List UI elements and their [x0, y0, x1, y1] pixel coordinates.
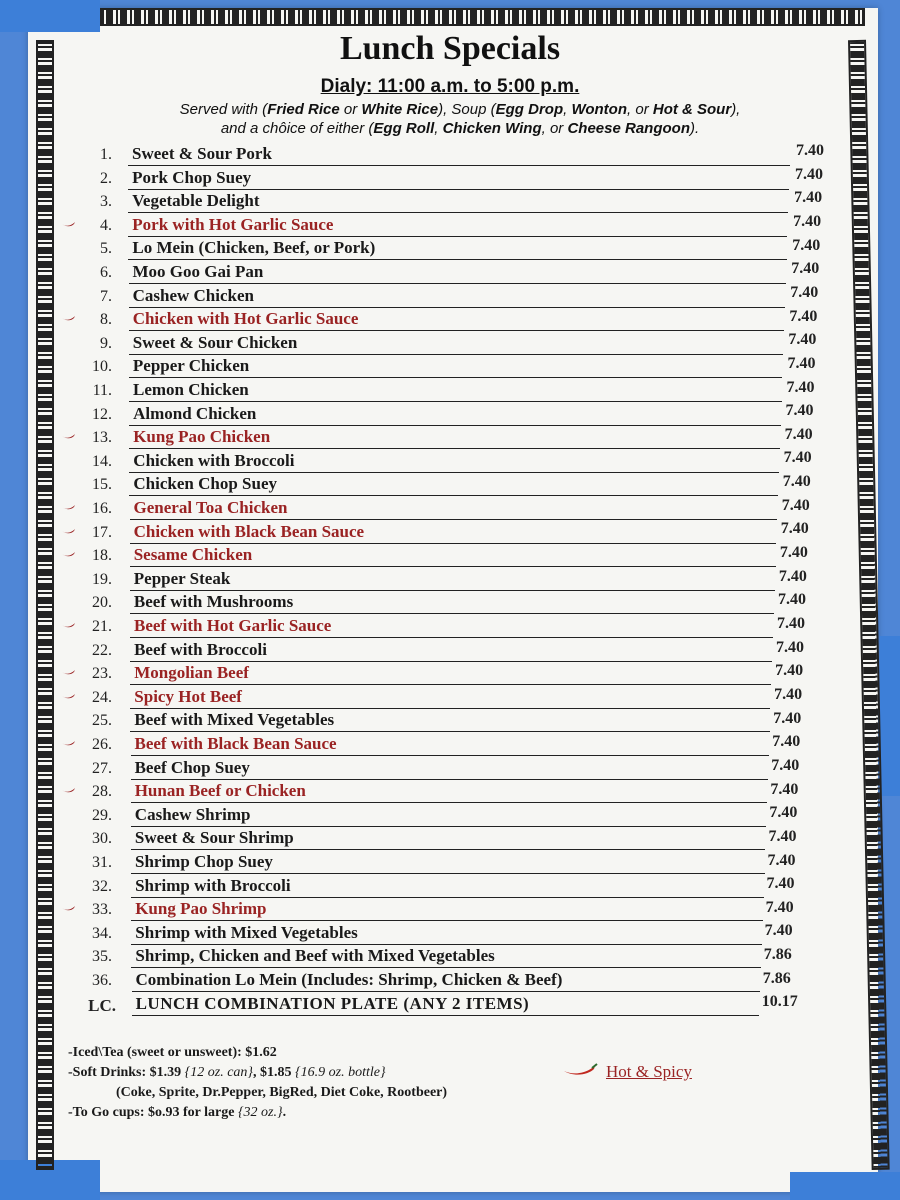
item-number: 12.	[92, 405, 112, 423]
tape-top-left	[0, 0, 100, 32]
item-number: 29.	[92, 806, 112, 824]
item-name: Spicy Hot Beef	[134, 686, 242, 706]
item-price: 7.40	[773, 709, 802, 727]
item-number: 28.	[92, 783, 112, 801]
item-name: Lo Mein (Chicken, Beef, or Pork)	[132, 238, 376, 258]
item-number: 30.	[92, 830, 112, 848]
menu-item-row	[0, 307, 900, 331]
item-number: 36.	[92, 972, 112, 989]
item-price: 7.40	[769, 804, 798, 822]
item-price: 7.40	[775, 662, 804, 680]
item-price: 7.40	[764, 922, 793, 940]
menu-item-row	[0, 236, 900, 260]
item-number: 24.	[92, 688, 112, 706]
item-price: 7.40	[793, 212, 822, 230]
hours-text: Dialy: 11:00 a.m. to 5:00 p.m.	[320, 76, 580, 97]
menu-item-row	[0, 166, 900, 190]
item-price: 7.40	[789, 307, 818, 325]
item-price: 7.40	[790, 283, 819, 301]
item-price: 7.86	[763, 946, 792, 964]
item-number: 5.	[100, 240, 112, 258]
iced-tea-line: -Iced\Tea (sweet or unsweet): $1.62	[68, 1045, 277, 1060]
item-price: 7.40	[768, 827, 797, 845]
item-name: Sesame Chicken	[133, 545, 253, 565]
item-number: 3.	[100, 193, 112, 211]
menu-item-row	[0, 213, 900, 237]
item-name: Beef Chop Suey	[134, 757, 250, 777]
item-number: 27.	[92, 759, 112, 777]
item-name: Beef with Mushrooms	[133, 592, 294, 612]
item-number: 25.	[92, 712, 112, 730]
item-name: Sweet & Sour Chicken	[132, 332, 298, 352]
item-name: Shrimp with Mixed Vegetables	[135, 922, 358, 942]
item-name: Almond Chicken	[133, 403, 257, 423]
item-price: 7.40	[794, 189, 823, 207]
legend-label: Hot & Spicy	[606, 1062, 692, 1081]
menu-item-row	[0, 756, 900, 780]
menu-item-row	[0, 732, 900, 756]
tape-bottom-right	[790, 1172, 900, 1200]
menu-item-row	[0, 142, 900, 166]
menu-item-row	[0, 189, 900, 213]
item-price: 7.40	[774, 685, 803, 703]
item-number: 14.	[92, 452, 112, 470]
menu-item-row	[0, 992, 900, 1016]
item-name: Beef with Black Bean Sauce	[134, 734, 337, 753]
menu-item-row	[0, 402, 900, 426]
item-number: 8.	[100, 311, 112, 329]
item-price: 7.40	[782, 473, 811, 491]
item-name: Vegetable Delight	[132, 191, 260, 211]
to-go-cups-line: -To Go cups: $o.93 for large {32 oz.}.	[68, 1105, 287, 1120]
menu-item-row	[0, 449, 900, 473]
item-price: 7.40	[784, 425, 813, 443]
menu-item-row	[0, 661, 900, 685]
item-name: Mongolian Beef	[134, 663, 249, 683]
item-number: 20.	[92, 594, 112, 612]
item-number: 31.	[92, 854, 112, 871]
menu-item-row	[0, 354, 900, 378]
item-price: 7.40	[770, 780, 799, 798]
item-price: 7.40	[777, 591, 806, 609]
menu-item-row	[0, 826, 900, 850]
menu-item-row	[0, 803, 900, 827]
menu-item-row	[0, 968, 900, 992]
item-name: Cashew Shrimp	[134, 804, 251, 824]
item-name: Pork with Hot Garlic Sauce	[132, 214, 334, 234]
item-number: 23.	[92, 665, 112, 683]
item-name: Chicken with Black Bean Sauce	[133, 521, 365, 541]
item-number: 18.	[92, 547, 112, 565]
served-with-text: Served with (Fried Rice or White Rice), Soup (Egg Drop, Wonton, or Hot & Sour), and a chôice of either (Egg Roll, Chicken Wing, or Cheese Rangoon).	[179, 101, 741, 137]
menu-item-row	[0, 260, 900, 284]
item-price: 7.40	[777, 615, 805, 632]
item-price: 7.40	[779, 544, 808, 562]
menu-item-row	[0, 779, 900, 803]
item-number: 17.	[92, 523, 112, 541]
menu-item-row	[0, 685, 900, 709]
menu-item-row	[0, 921, 900, 945]
item-price: 7.40	[783, 449, 812, 467]
item-name: Kung Pao Shrimp	[135, 899, 267, 919]
item-name: Beef with Mixed Vegetables	[134, 710, 335, 730]
item-number: 34.	[92, 924, 112, 942]
item-number: 6.	[100, 264, 112, 281]
menu-item-row	[0, 496, 900, 520]
item-number: 32.	[92, 877, 112, 895]
menu-item-row	[0, 520, 900, 544]
item-name: Chicken Chop Suey	[133, 474, 277, 494]
item-number: LC.	[88, 995, 116, 1015]
greek-key-border-top	[100, 8, 865, 26]
item-number: 10.	[92, 358, 112, 376]
menu-item-row	[0, 284, 900, 308]
item-name: Cashew Chicken	[132, 285, 254, 305]
item-number: 26.	[92, 736, 112, 753]
item-price: 7.40	[780, 520, 809, 538]
item-price: 7.40	[795, 165, 824, 183]
item-name: Sweet & Sour Shrimp	[134, 828, 294, 848]
item-name: Pepper Chicken	[132, 356, 250, 376]
item-price: 7.40	[785, 402, 814, 420]
item-number: 7.	[100, 287, 112, 305]
item-underline	[132, 1015, 760, 1016]
item-number: 19.	[92, 570, 112, 588]
item-price: 10.17	[761, 993, 798, 1011]
menu-item-row	[0, 543, 900, 567]
item-name: Beef with Hot Garlic Sauce	[134, 616, 332, 635]
item-number: 2.	[100, 169, 112, 187]
item-price: 7.40	[786, 378, 815, 396]
item-number: 22.	[92, 641, 112, 659]
menu-item-row	[0, 638, 900, 662]
item-name: Combination Lo Mein (Includes: Shrimp, Chicken & Beef)	[135, 970, 563, 989]
item-price: 7.40	[772, 733, 801, 751]
menu-title: Lunch Specials	[339, 30, 561, 67]
menu-item-row	[0, 378, 900, 402]
item-price: 7.40	[765, 898, 794, 916]
item-name: Pepper Steak	[133, 568, 231, 588]
item-number: 4.	[100, 216, 112, 234]
item-number: 16.	[92, 500, 112, 517]
item-name: Sweet & Sour Pork	[132, 144, 272, 163]
menu-item-row	[0, 944, 900, 968]
item-price: 7.40	[792, 236, 821, 254]
item-number: 35.	[92, 948, 112, 966]
item-name: Beef with Broccoli	[134, 639, 267, 659]
item-price: 7.40	[791, 260, 820, 278]
item-number: 13.	[92, 429, 112, 447]
item-number: 1.	[100, 146, 112, 163]
menu-item-row	[0, 874, 900, 898]
item-number: 15.	[92, 476, 112, 494]
menu-item-row	[0, 567, 900, 591]
item-price: 7.40	[781, 496, 810, 514]
menu-item-row	[0, 614, 900, 638]
item-name: Shrimp Chop Suey	[135, 852, 273, 871]
item-price: 7.86	[762, 969, 791, 987]
menu-item-row	[0, 472, 900, 496]
soft-drinks-list: (Coke, Sprite, Dr.Pepper, BigRed, Diet Coke, Rootbeer)	[116, 1085, 448, 1100]
item-name: Shrimp, Chicken and Beef with Mixed Vegetables	[135, 946, 495, 966]
menu-item-row	[0, 425, 900, 449]
item-price: 7.40	[787, 354, 816, 372]
item-price: 7.40	[788, 331, 817, 349]
item-name: Lemon Chicken	[133, 380, 249, 399]
menu-item-row	[0, 897, 900, 921]
item-name: Moo Goo Gai Pan	[132, 262, 264, 281]
item-number: 9.	[100, 334, 112, 352]
item-number: 11.	[92, 382, 112, 399]
item-name: General Toa Chicken	[133, 498, 288, 517]
item-name: Chicken with Hot Garlic Sauce	[132, 309, 359, 329]
chili-pepper-icon	[562, 1063, 598, 1077]
item-price: 7.40	[796, 142, 824, 159]
drinks-footer	[68, 1043, 447, 1123]
item-price: 7.40	[766, 875, 795, 893]
item-name: Shrimp with Broccoli	[135, 875, 291, 895]
item-price: 7.40	[778, 567, 807, 585]
item-number: 21.	[92, 618, 112, 635]
item-name: Hunan Beef or Chicken	[134, 781, 306, 801]
menu-item-row	[0, 331, 900, 355]
item-price: 7.40	[771, 756, 800, 774]
item-price: 7.40	[776, 638, 805, 656]
menu-item-row	[0, 590, 900, 614]
menu-item-row	[0, 708, 900, 732]
item-name: Kung Pao Chicken	[133, 427, 271, 447]
menu-item-row	[0, 850, 900, 874]
item-name: Chicken with Broccoli	[133, 450, 295, 470]
soft-drinks-line: -Soft Drinks: $1.39 {12 oz. can}, $1.85 {16.9 oz. bottle}	[68, 1065, 386, 1080]
item-name: LUNCH COMBINATION PLATE (ANY 2 ITEMS)	[135, 993, 530, 1013]
item-name: Pork Chop Suey	[132, 167, 252, 187]
item-number: 33.	[92, 901, 112, 919]
item-price: 7.40	[767, 851, 796, 869]
hot-spicy-legend	[562, 1062, 692, 1082]
